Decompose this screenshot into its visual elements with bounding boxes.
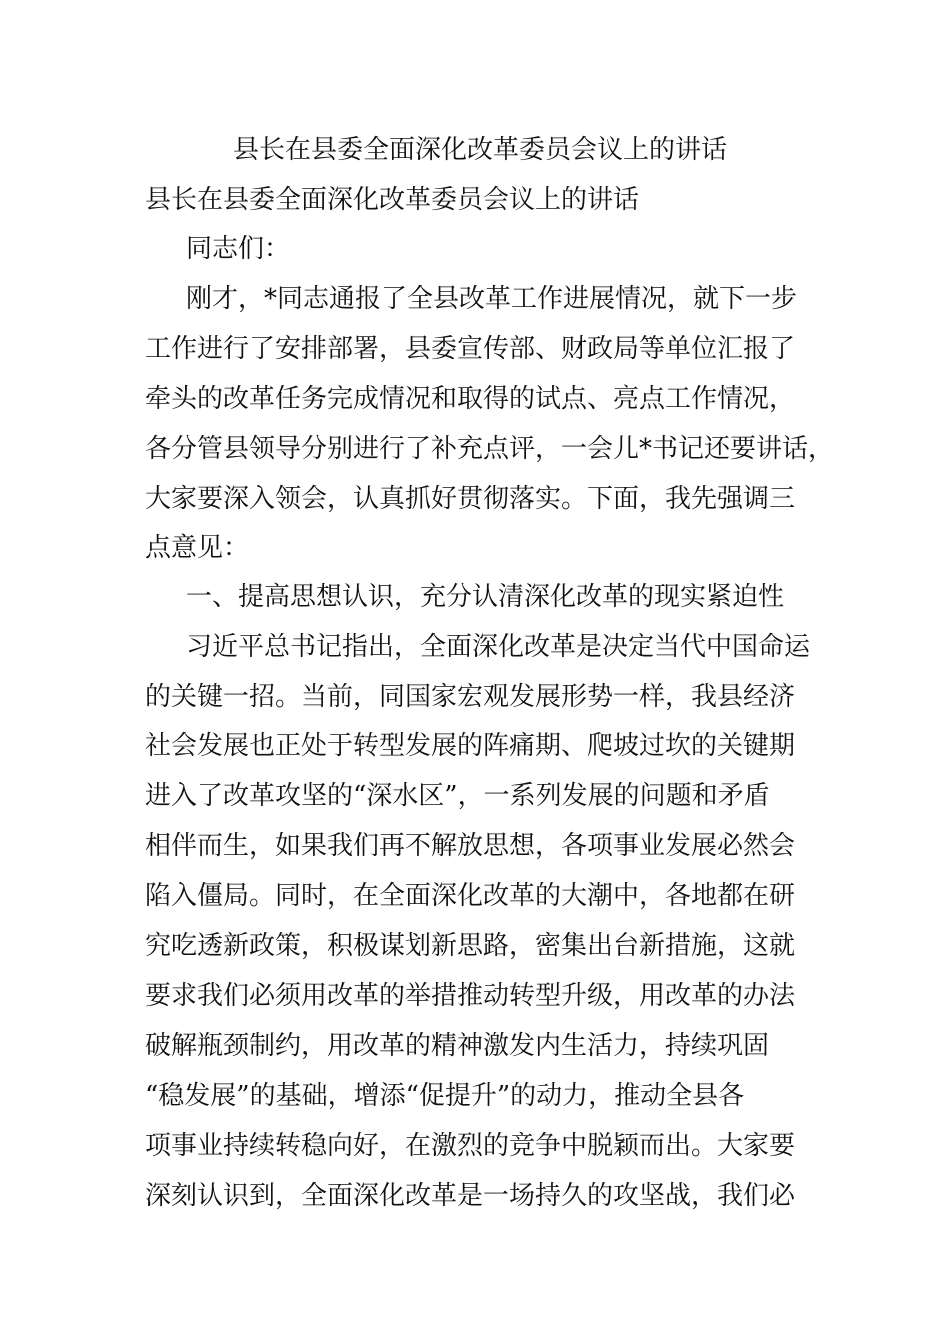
paragraph-line: 点意见： [145,533,250,563]
paragraph-line: 相伴而生，如果我们再不解放思想，各项事业发展必然会 [145,831,796,861]
paragraph-line: 要求我们必须用改革的举措推动转型升级，用改革的办法 [145,981,796,1011]
paragraph-line: 进入了改革攻坚的“深水区”，一系列发展的问题和矛盾 [145,781,770,811]
salutation: 同志们： [186,234,291,264]
paragraph-line: 陷入僵局。同时，在全面深化改革的大潮中，各地都在研 [145,881,796,911]
paragraph-line: 牵头的改革任务完成情况和取得的试点、亮点工作情况， [145,384,796,414]
paragraph-line: 各分管县领导分别进行了补充点评，一会儿*书记还要讲话， [145,434,835,464]
paragraph-line: 项事业持续转稳向好，在激烈的竞争中脱颖而出。大家要 [145,1131,796,1161]
paragraph-line: 破解瓶颈制约，用改革的精神激发内生活力，持续巩固 [145,1031,770,1061]
paragraph-line: 的关键一招。当前，同国家宏观发展形势一样，我县经济 [145,682,796,712]
paragraph-line: 深刻认识到，全面深化改革是一场持久的攻坚战，我们必 [145,1181,796,1211]
paragraph-line: 习近平总书记指出，全面深化改革是决定当代中国命运 [186,632,811,662]
paragraph-line: 究吃透新政策，积极谋划新思路，密集出台新措施，这就 [145,931,796,961]
paragraph-line: 工作进行了安排部署，县委宣传部、财政局等单位汇报了 [145,334,796,364]
document-subtitle: 县长在县委全面深化改革委员会议上的讲话 [145,185,640,215]
paragraph-line: 大家要深入领会，认真抓好贯彻落实。下面，我先强调三 [145,484,796,514]
paragraph-line: “稳发展”的基础，增添“促提升”的动力，推动全县各 [145,1081,745,1111]
section-heading: 一、提高思想认识，充分认清深化改革的现实紧迫性 [186,582,785,612]
paragraph-line: 刚才，*同志通报了全县改革工作进展情况，就下一步 [186,284,798,314]
document-title: 县长在县委全面深化改革委员会议上的讲话 [233,135,728,165]
paragraph-line: 社会发展也正处于转型发展的阵痛期、爬坡过坎的关键期 [145,731,796,761]
